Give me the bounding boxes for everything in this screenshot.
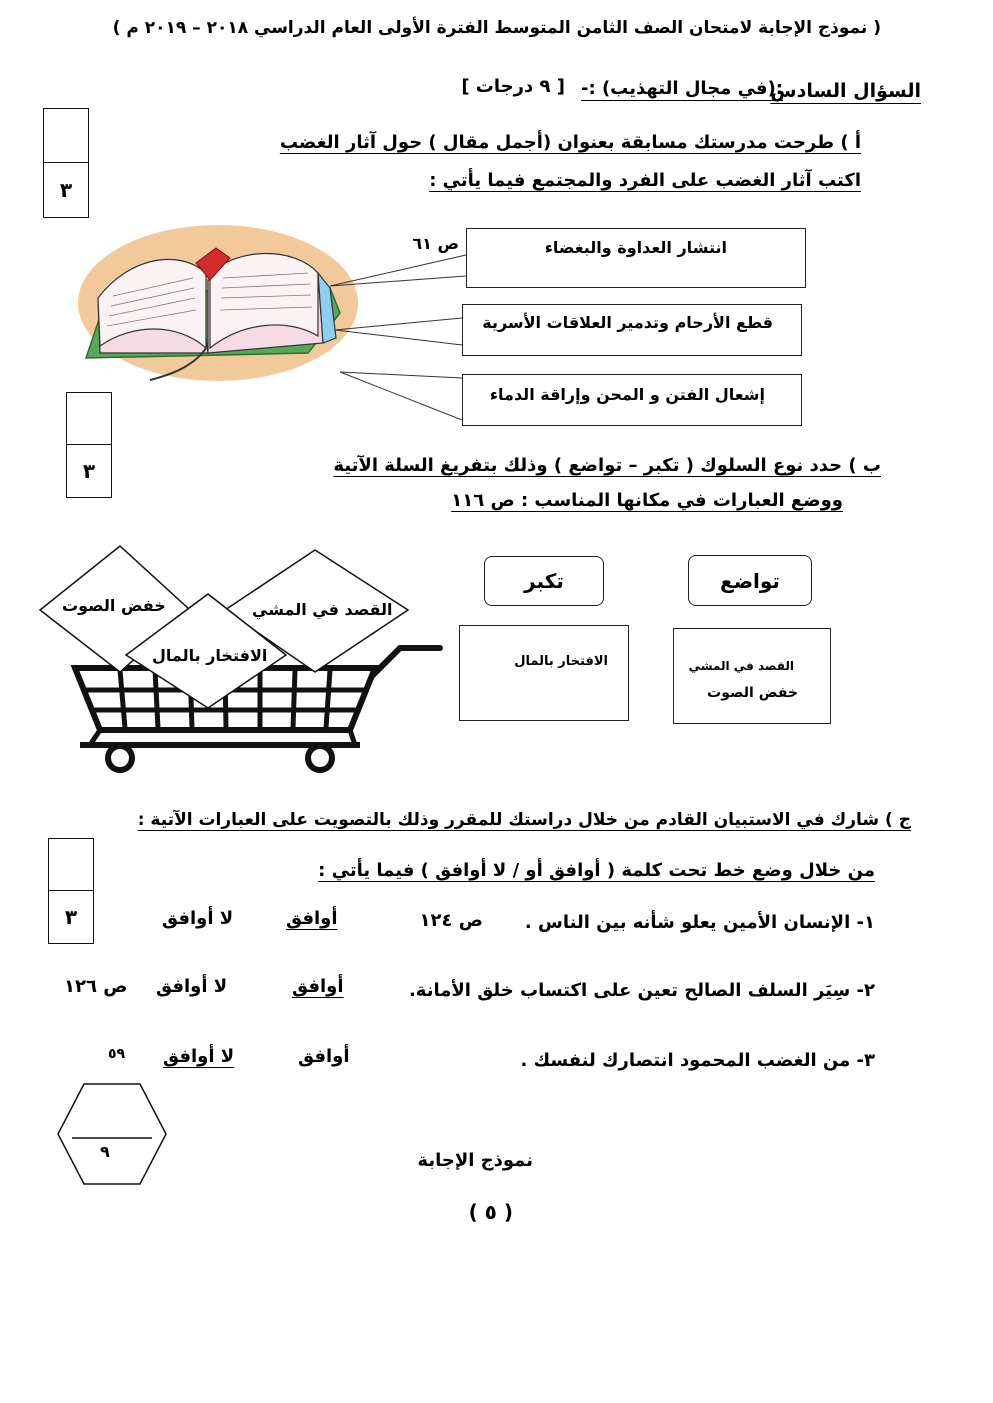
part-a-answer-box-1: [466, 228, 806, 288]
statement-3-ref: ٥٩: [108, 1046, 126, 1062]
question-marks: [ ٩ درجات ]: [461, 76, 565, 97]
statement-2-text: ٢- سِيَر السلف الصالح تعين على اكتساب خلق الأمانة.: [408, 980, 875, 1001]
part-a-answer-box-3: [462, 374, 802, 426]
category-humility-label: تواضع: [688, 555, 812, 606]
statement-2-disagree[interactable]: لا أوافق: [156, 976, 228, 997]
connector-line-5: [340, 372, 462, 378]
statement-1-agree[interactable]: أوافق: [286, 908, 338, 929]
part-c-score-box: [48, 838, 94, 944]
footer-model-label: نموذج الإجابة: [417, 1150, 533, 1171]
cart-wheel-left: [108, 746, 132, 770]
arrogance-item-1: الافتخار بالمال: [514, 654, 608, 669]
statement-2-ref: ص ١٢٦: [64, 976, 128, 997]
part-b-line2: ووضع العبارات في مكانها المناسب : ص ١١٦: [451, 490, 843, 511]
part-a-score: ٣: [59, 178, 73, 202]
cart-wheel-right: [308, 746, 332, 770]
connector-line-3: [335, 318, 462, 330]
part-a-page-ref: ص ٦١: [412, 234, 459, 253]
part-c-line1: ج ) شارك في الاستبيان القادم من خلال دراستك للمقرر وذلك بالتصويت على العبارات الآتية :: [137, 810, 911, 830]
part-c-score: ٣: [64, 905, 78, 929]
part-a-connector-lines: [0, 0, 993, 420]
total-score: ٩: [100, 1142, 110, 1161]
humility-answer-box: [673, 628, 831, 724]
category-arrogance-label: تكبر: [484, 556, 604, 606]
connector-line-6: [340, 372, 462, 420]
exam-header-title: ( نموذج الإجابة لامتحان الصف الثامن المتوسط الفترة الأولى العام الدراسي ٢٠١٨ – ٢٠١٩ م ): [112, 18, 881, 38]
question-domain: :(في مجال التهذيب) :-: [581, 78, 783, 99]
part-b-score: ٣: [82, 459, 96, 483]
statement-3-agree[interactable]: أوافق: [298, 1046, 350, 1067]
arrogance-answer-box: [459, 625, 629, 721]
statement-3-disagree[interactable]: لا أوافق: [163, 1046, 235, 1067]
part-a-line1: أ ) طرحت مدرستك مسابقة بعنوان (أجمل مقال ) حول آثار الغضب: [279, 132, 861, 153]
humility-item-1: القصد في المشي: [688, 659, 794, 673]
cart-item-lower-voice: خفض الصوت: [62, 596, 166, 615]
part-b-score-box: [66, 392, 112, 498]
part-c-line2: من خلال وضع خط تحت كلمة ( أوافق أو / لا أوافق ) فيما يأتي :: [318, 860, 875, 881]
cart-item-boasting-wealth: الافتخار بالمال: [152, 646, 268, 665]
cart-item-moderate-walking: القصد في المشي: [252, 600, 393, 619]
statement-1-ref: ص ١٢٤: [419, 910, 483, 931]
part-b-line1: ب ) حدد نوع السلوك ( تكبر – تواضع ) وذلك بتفريغ السلة الآتية: [333, 455, 881, 476]
statement-2-agree[interactable]: أوافق: [292, 976, 344, 997]
part-a-answer-2: قطع الأرحام وتدمير العلاقات الأسرية: [482, 313, 773, 332]
part-a-answer-3: إشعال الفتن و المحن وإراقة الدماء: [489, 385, 765, 404]
statement-3-text: ٣- من الغضب المحمود انتصارك لنفسك .: [520, 1050, 875, 1071]
statement-1-text: ١- الإنسان الأمين يعلو شأنه بين الناس .: [524, 912, 875, 933]
part-a-answer-1: انتشار العداوة والبغضاء: [544, 238, 727, 257]
part-a-line2: اكتب آثار الغضب على الفرد والمجتمع فيما يأتي :: [429, 170, 861, 191]
total-score-hexagon: [56, 1082, 168, 1186]
statement-1-disagree[interactable]: لا أوافق: [162, 908, 234, 929]
question-label: السؤال السادس: [770, 80, 921, 102]
part-a-answer-box-2: [462, 304, 802, 356]
connector-line-4: [335, 330, 462, 345]
footer-page-number: ( ٥ ): [468, 1200, 513, 1224]
humility-item-2: خفض الصوت: [707, 685, 798, 701]
